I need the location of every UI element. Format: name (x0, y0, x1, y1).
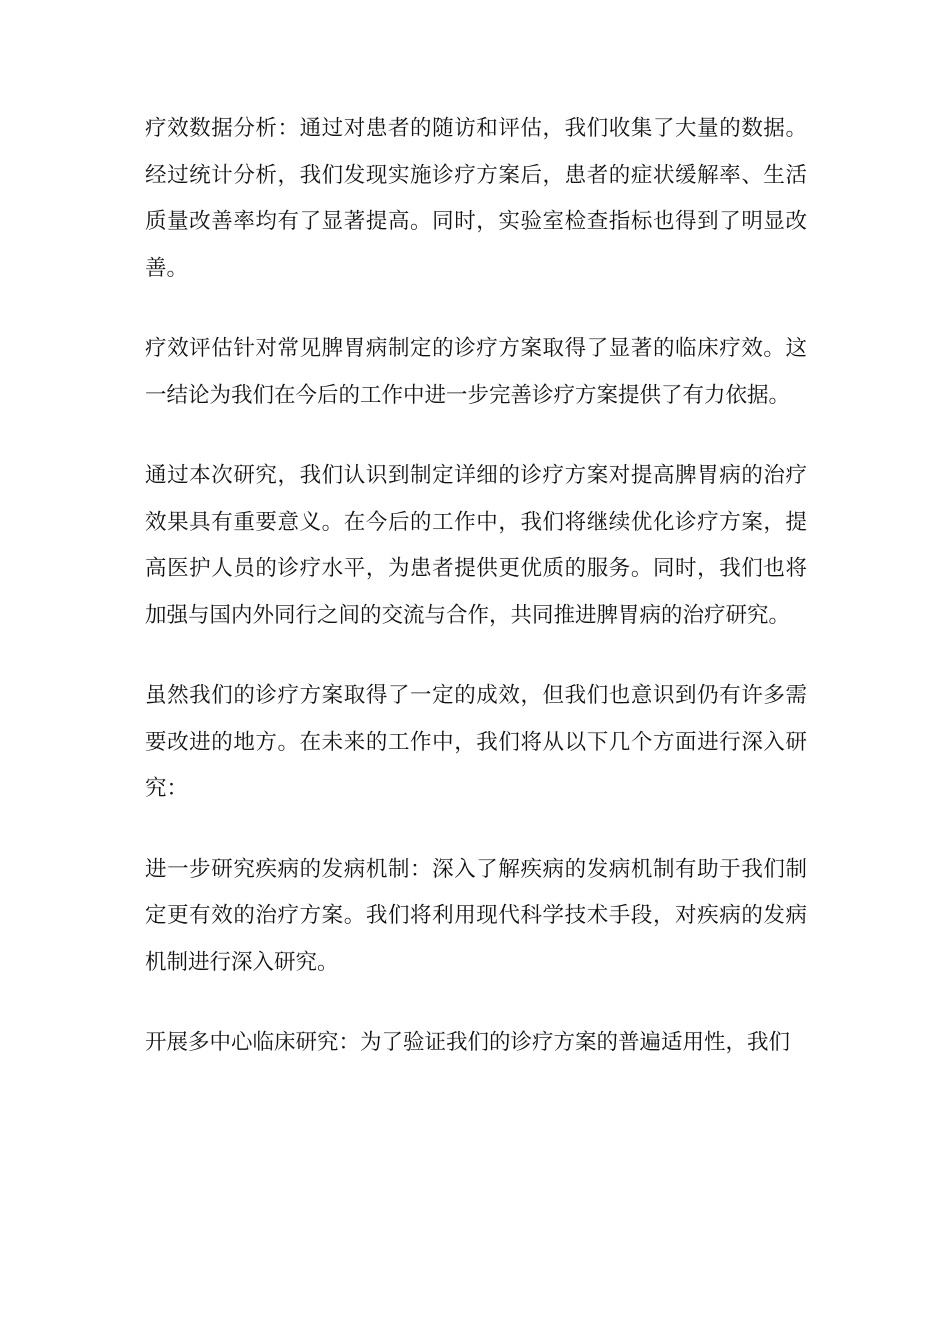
paragraph-pathogenesis-research: 进一步研究疾病的发病机制：深入了解疾病的发病机制有助于我们制定更有效的治疗方案。我们将利用现代科学技术手段，对疾病的发病机制进行深入研究。 (145, 856, 807, 975)
paragraph-multicenter-research: 开展多中心临床研究：为了验证我们的诊疗方案的普遍适用性，我们 (145, 1030, 791, 1055)
paragraph-study-significance: 通过本次研究，我们认识到制定详细的诊疗方案对提高脾胃病的治疗效果具有重要意义。在今后的工作中，我们将继续优化诊疗方案，提高医护人员的诊疗水平，为患者提供更优质的服务。同时，我们也将加强与国内外同行之间的交流与合作，共同推进脾胃病的治疗研究。 (145, 463, 807, 628)
paragraph-efficacy-evaluation: 疗效评估针对常见脾胃病制定的诊疗方案取得了显著的临床疗效。这一结论为我们在今后的工作中进一步完善诊疗方案提供了有力依据。 (145, 336, 807, 408)
document-body (145, 106, 807, 1067)
paragraph-future-improvements: 虽然我们的诊疗方案取得了一定的成效，但我们也意识到仍有许多需要改进的地方。在未来的工作中，我们将从以下几个方面进行深入研究： (145, 683, 807, 801)
paragraph-efficacy-data-analysis: 疗效数据分析：通过对患者的随访和评估，我们收集了大量的数据。经过统计分析，我们发现实施诊疗方案后，患者的症状缓解率、生活质量改善率均有了显著提高。同时，实验室检查指标也得到了明显改善。 (145, 116, 807, 281)
